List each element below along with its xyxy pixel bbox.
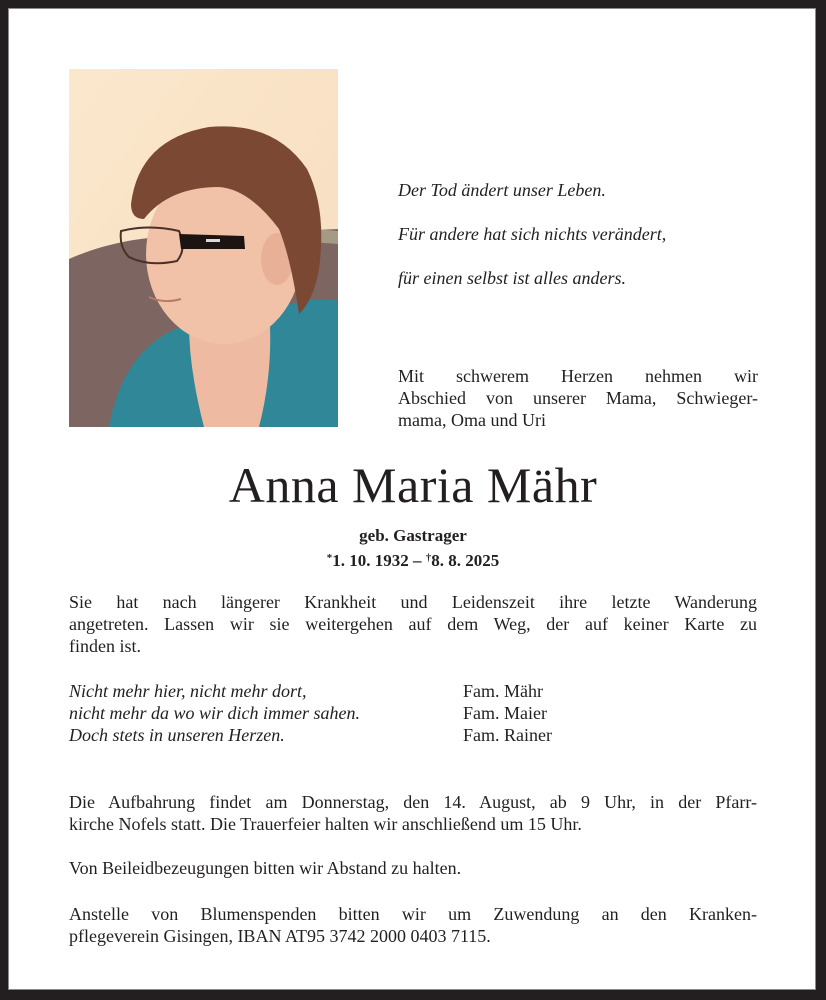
family-name: Fam. Rainer bbox=[463, 725, 552, 745]
viewing-line: Die Aufbahrung findet am Donnerstag, den 14. August, ab 9 Uhr, in der Pfarr- bbox=[69, 792, 757, 812]
intro-line: mama, Oma und Uri bbox=[398, 410, 546, 430]
memorial-poem bbox=[69, 680, 360, 746]
family-name: Fam. Mähr bbox=[463, 681, 543, 701]
poem-line: nicht mehr da wo wir dich immer sahen. bbox=[69, 703, 360, 723]
viewing-info bbox=[69, 791, 757, 835]
donation-line: Anstelle von Blumenspenden bitten wir um Zuwendung an den Kranken- bbox=[69, 904, 757, 924]
farewell-intro bbox=[398, 365, 758, 431]
life-dates bbox=[0, 547, 826, 572]
donation-info bbox=[69, 903, 757, 947]
birth-star-icon: * bbox=[326, 552, 333, 564]
poem-line: Doch stets in unseren Herzen. bbox=[69, 725, 285, 745]
memorial-quote bbox=[398, 157, 666, 311]
intro-line: Mit schwerem Herzen nehmen wir bbox=[398, 366, 758, 386]
quote-line: Für andere hat sich nichts verändert, bbox=[398, 224, 667, 244]
deceased-name: Anna Maria Mähr bbox=[228, 457, 598, 513]
quote-line: Der Tod ändert unser Leben. bbox=[398, 180, 606, 200]
obituary-line: Sie hat nach längerer Krankheit und Leidenszeit ihre letzte Wanderung bbox=[69, 592, 757, 612]
family-name: Fam. Maier bbox=[463, 703, 547, 723]
obituary-text bbox=[69, 591, 757, 657]
intro-line: Abschied von unserer Mama, Schwieger- bbox=[398, 388, 758, 408]
condolences-note bbox=[69, 857, 757, 879]
portrait-photo bbox=[69, 69, 338, 427]
maiden-name: geb. Gastrager bbox=[359, 526, 467, 545]
mourning-families bbox=[463, 680, 552, 746]
donation-line: pflegeverein Gisingen, IBAN AT95 3742 2000 0403 7115. bbox=[69, 926, 491, 946]
viewing-line: kirche Nofels statt. Die Trauerfeier halten wir anschließend um 15 Uhr. bbox=[69, 814, 582, 834]
death-cross-icon: † bbox=[425, 552, 432, 564]
portrait-image bbox=[69, 69, 338, 427]
birth-date: 1. 10. 1932 bbox=[332, 551, 409, 570]
condolences-text: Von Beileidbezeugungen bitten wir Abstand zu halten. bbox=[69, 858, 462, 878]
date-separator: – bbox=[408, 551, 426, 570]
death-date: 8. 8. 2025 bbox=[431, 551, 500, 570]
obituary-line: angetreten. Lassen wir sie weitergehen auf dem Weg, der auf keiner Karte zu bbox=[69, 614, 757, 634]
poem-line: Nicht mehr hier, nicht mehr dort, bbox=[69, 681, 307, 701]
obituary-line: finden ist. bbox=[69, 636, 141, 656]
quote-line: für einen selbst ist alles anders. bbox=[398, 268, 626, 288]
